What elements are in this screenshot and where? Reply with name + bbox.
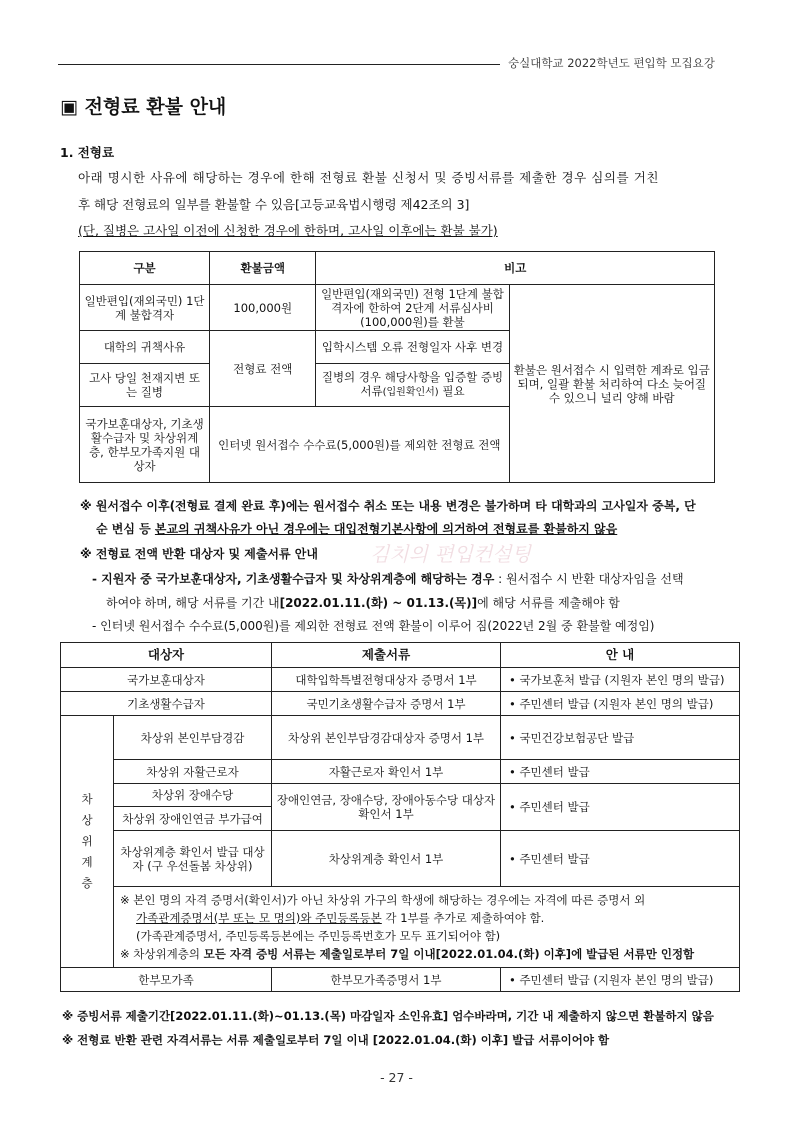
row-basic-guide: • 주민센터 발급 (지원자 본인 명의 발급) xyxy=(501,692,740,716)
cell-r4-category: 국가보훈대상자, 기초생활수급자 및 차상위계층, 한부모가족지원 대상자 xyxy=(80,407,210,483)
row-veteran-guide: • 국가보훈처 발급 (지원자 본인 명의 발급) xyxy=(501,668,740,692)
g1-guide: • 국민건강보험공단 발급 xyxy=(501,716,740,760)
documents-table xyxy=(60,642,740,992)
note-eligible-period: [2022.01.11.(화) ~ 01.13.(목)] xyxy=(279,596,478,610)
row-veteran-target: 국가보훈대상자 xyxy=(61,668,272,692)
group-char: 상 xyxy=(81,813,93,827)
bottom-note-1: ※ 증빙서류 제출기간[2022.01.11.(화)~01.13.(목) 마감일자 소인유효] 엄수바라며, 기간 내 제출하지 않으면 환불하지 않음 xyxy=(62,1009,714,1023)
group-note-4-bold: 모든 자격 증빙 서류는 제출일로부터 7일 이내[2022.01.04.(화) 이후]에 발급된 서류만 인정함 xyxy=(203,947,695,961)
header-rule xyxy=(58,64,500,65)
row-veteran-doc: 대학입학특별전형대상자 증명서 1부 xyxy=(272,668,501,692)
watermark-text: 김치의 편입컨설팅 xyxy=(370,542,531,566)
cell-r1-amount: 100,000원 xyxy=(210,285,316,331)
note-eligible-rest: : 원서접수 시 반환 대상자임을 선택 xyxy=(494,572,684,586)
group-note-4-pre: ※ 차상위계층의 xyxy=(120,947,204,961)
col-header-documents: 제출서류 xyxy=(272,643,501,668)
page-title-text: 전형료 환불 안내 xyxy=(84,96,227,118)
group-note-2-rest: 각 1부를 추가로 제출하여야 함. xyxy=(381,911,545,925)
cell-side-note: 환불은 원서접수 시 입력한 계좌로 입금되며, 일괄 환불 처리하여 다소 늦어질 수 있으니 널리 양해 바람 xyxy=(509,285,714,483)
cell-r1-category: 일반편입(재외국민) 1단계 불합격자 xyxy=(80,285,210,331)
note-eligible-pre: 하여야 하며, 해당 서류를 기간 내 xyxy=(106,596,280,610)
section-paragraph-line1: 아래 명시한 사유에 해당하는 경우에 한해 전형료 환불 신청서 및 증빙서류를 제출한 경우 심의를 거친 xyxy=(78,170,659,185)
group-char: 계 xyxy=(81,855,93,869)
g2-doc: 자활근로자 확인서 1부 xyxy=(272,760,501,784)
note-fee-line: - 인터넷 원서접수 수수료(5,000원)를 제외한 전형료 전액 환불이 이루어 짐(2022년 2월 중 환불할 예정임) xyxy=(92,619,655,633)
g3-target: 차상위 장애수당 xyxy=(114,784,272,807)
cell-r2-remarks: 입학시스템 오류 전형일자 사후 변경 xyxy=(316,331,509,364)
group-char: 차 xyxy=(81,792,93,806)
note-cancel-line1: ※ 원서접수 이후(전형료 결제 완료 후)에는 원서접수 취소 또는 내용 변경은 불가하며 타 대학과의 고사일자 중복, 단 xyxy=(80,499,696,513)
group-note-2 xyxy=(120,909,733,927)
note-cancel-line2 xyxy=(96,520,617,537)
g1-target: 차상위 본인부담경감 xyxy=(114,716,272,760)
g5-doc: 차상위계층 확인서 1부 xyxy=(272,831,501,887)
page-title xyxy=(60,92,226,119)
row-single-parent-target: 한부모가족 xyxy=(61,968,272,992)
cell-r3-category: 고사 당일 천재지변 또는 질병 xyxy=(80,364,210,407)
group-label-near-poor xyxy=(61,716,114,968)
cell-r2-category: 대학의 귀책사유 xyxy=(80,331,210,364)
note-eligible-line1 xyxy=(92,570,684,587)
header-text: 숭실대학교 2022학년도 편입학 모집요강 xyxy=(508,56,715,70)
note-eligible-bold: - 지원자 중 국가보훈대상자, 기초생활수급자 및 차상위계층에 해당하는 경우 xyxy=(92,572,495,586)
group-note-2-underlined: 가족관계증명서(부 또는 모 명의)와 주민등록등본 xyxy=(136,911,382,925)
col-header-remarks: 비고 xyxy=(316,252,715,285)
cell-r4-amount: 인터넷 원서접수 수수료(5,000원)를 제외한 전형료 전액 xyxy=(210,407,509,483)
r3-remarks-small: (입원확인서) xyxy=(382,387,439,398)
row-basic-doc: 국민기초생활수급자 증명서 1부 xyxy=(272,692,501,716)
g5-target: 차상위계층 확인서 발급 대상자 (구 우선돌봄 차상위) xyxy=(114,831,272,887)
g1-doc: 차상위 본인부담경감대상자 증명서 1부 xyxy=(272,716,501,760)
r3-remarks-text: 질병의 경우 해당사항을 입증할 증빙서류 xyxy=(321,370,504,398)
g2-guide: • 주민센터 발급 xyxy=(501,760,740,784)
g2-target: 차상위 자활근로자 xyxy=(114,760,272,784)
col-header-guide: 안 내 xyxy=(501,643,740,668)
col-header-category: 구분 xyxy=(80,252,210,285)
row-single-parent-doc: 한부모가족증명서 1부 xyxy=(272,968,501,992)
r3-remarks-tail: 필요 xyxy=(438,384,465,398)
note-refund-heading: ※ 전형료 전액 반환 대상자 및 제출서류 안내 xyxy=(80,547,318,561)
g4-target: 차상위 장애인연금 부가급여 xyxy=(114,807,272,831)
page-number: - 27 - xyxy=(380,1070,413,1085)
group-note-3: (가족관계증명서, 주민등록등본에는 주민등록번호가 모두 표기되어야 함) xyxy=(136,929,501,943)
group-note-4 xyxy=(120,945,733,963)
note-cancel-underlined: 본교의 귀책사유가 아닌 경우에는 대입전형기본사항에 의거하여 전형료를 환불하지 않음 xyxy=(154,522,618,536)
bottom-note-2: ※ 전형료 반환 관련 자격서류는 서류 제출일로부터 7일 이내 [2022.01.04.(화) 이후] 발급 서류이어야 함 xyxy=(62,1033,610,1047)
row-single-parent-guide: • 주민센터 발급 (지원자 본인 명의 발급) xyxy=(501,968,740,992)
section-heading: 1. 전형료 xyxy=(60,145,115,160)
cell-r3-remarks xyxy=(316,364,509,407)
group-note-1: ※ 본인 명의 자격 증명서(확인서)가 아닌 차상위 가구의 학생에 해당하는 경우에는 자격에 따른 증명서 외 xyxy=(120,893,646,907)
note-eligible-post: 에 해당 서류를 제출해야 함 xyxy=(477,596,620,610)
g3-guide: • 주민센터 발급 xyxy=(501,784,740,831)
col-header-target: 대상자 xyxy=(61,643,272,668)
group-char: 층 xyxy=(81,876,93,890)
note-eligible-line2 xyxy=(106,594,620,611)
refund-table xyxy=(79,251,715,483)
section-paragraph-line3: (단, 질병은 고사일 이전에 신청한 경우에 한하며, 고사일 이후에는 환불 불가) xyxy=(78,223,498,238)
row-basic-target: 기초생활수급자 xyxy=(61,692,272,716)
g5-guide: • 주민센터 발급 xyxy=(501,831,740,887)
group-char: 위 xyxy=(81,834,93,848)
note-cancel-pre: 순 변심 등 xyxy=(96,522,155,536)
cell-r1-remarks: 일반편입(재외국민) 전형 1단계 불합격자에 한하여 2단계 서류심사비(100,000원)를 환불 xyxy=(316,285,509,331)
g3-doc: 장애인연금, 장애수당, 장애아동수당 대상자 확인서 1부 xyxy=(272,784,501,831)
group-notes xyxy=(114,887,740,968)
square-bullet-icon: ▣ xyxy=(60,96,78,118)
cell-r2-amount: 전형료 전액 xyxy=(210,331,316,407)
section-paragraph-line2: 후 해당 전형료의 일부를 환불할 수 있음[고등교육법시행령 제42조의 3] xyxy=(78,197,470,212)
col-header-amount: 환불금액 xyxy=(210,252,316,285)
